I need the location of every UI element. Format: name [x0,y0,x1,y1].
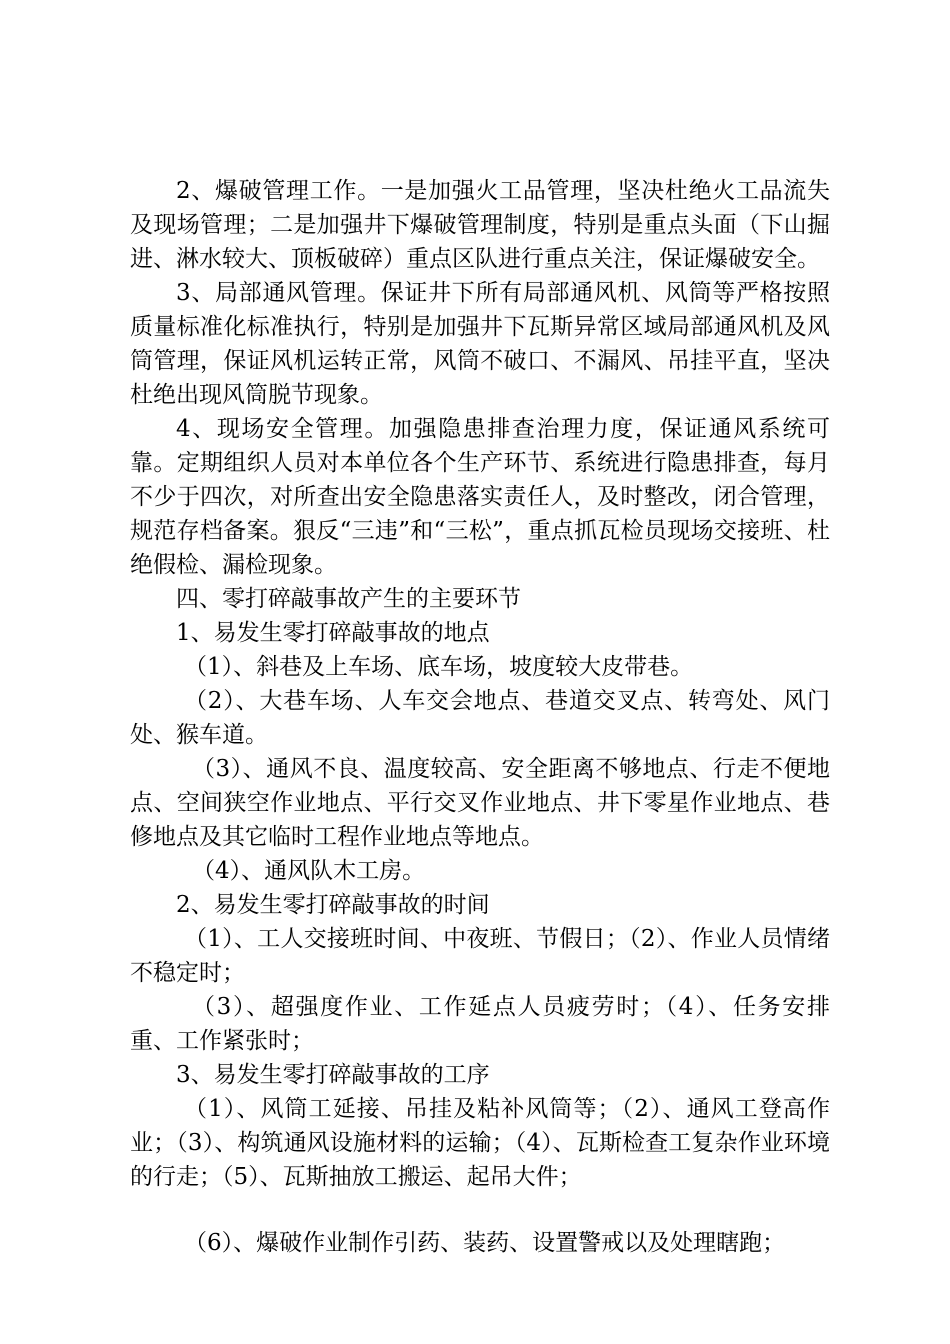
paragraph-site-safety: 4、现场安全管理。加强隐患排查治理力度，保证通风系统可靠。定期组织人员对本单位各个生产环节、系统进行隐患排查，每月不少于四次，对所查出安全隐患落实责任人，及时整改，闭合管理，规范存档备案。狠反“三违”和“三松”，重点抓瓦检员现场交接班、杜绝假检、漏检现象。 [130,416,830,578]
list-item-location-3: （3）、通风不良、温度较高、安全距离不够地点、行走不便地点、空间狭空作业地点、平行交叉作业地点、井下零星作业地点、巷修地点及其它临时工程作业地点等地点。 [130,756,830,850]
paragraph-local-ventilation: 3、局部通风管理。保证井下所有局部通风机、风筒等严格按照质量标准化标准执行，特别是加强井下瓦斯异常区域局部通风机及风筒管理，保证风机运转正常，风筒不破口、不漏风、吊挂平直，坚决杜绝出现风筒脱节现象。 [130,280,830,408]
list-item-location-1: （1）、斜巷及上车场、底车场，坡度较大皮带巷。 [184,654,694,680]
paragraph-blasting-management: 2、爆破管理工作。一是加强火工品管理，坚决杜绝火工品流失及现场管理；二是加强井下爆破管理制度，特别是重点头面（下山掘进、淋水较大、顶板破碎）重点区队进行重点关注，保证爆破安全。 [130,178,830,272]
list-item-processes-2: （6）、爆破作业制作引药、装药、设置警戒以及处理瞎跑； [184,1230,786,1256]
section-heading-4: 四、零打碎敲事故产生的主要环节 [176,586,521,612]
subheading-processes: 3、易发生零打碎敲事故的工序 [176,1062,490,1088]
list-item-times-1: （1）、工人交接班时间、中夜班、节假日；（2）、作业人员情绪不稳定时； [130,926,830,986]
list-item-location-4: （4）、通风队木工房。 [192,858,426,884]
list-item-times-2: （3）、超强度作业、工作延点人员疲劳时；（4）、任务安排重、工作紧张时； [130,994,830,1054]
list-item-location-2: （2）、大巷车场、人车交会地点、巷道交叉点、转弯处、风门处、猴车道。 [130,688,830,748]
document-page [130,174,830,1260]
subheading-locations: 1、易发生零打碎敲事故的地点 [176,620,490,646]
subheading-times: 2、易发生零打碎敲事故的时间 [176,892,490,918]
list-item-processes-1: （1）、风筒工延接、吊挂及粘补风筒等；（2）、通风工登高作业；（3）、构筑通风设施材料的运输；（4）、瓦斯检查工复杂作业环境的行走；（5）、瓦斯抽放工搬运、起吊大件； [130,1096,830,1190]
